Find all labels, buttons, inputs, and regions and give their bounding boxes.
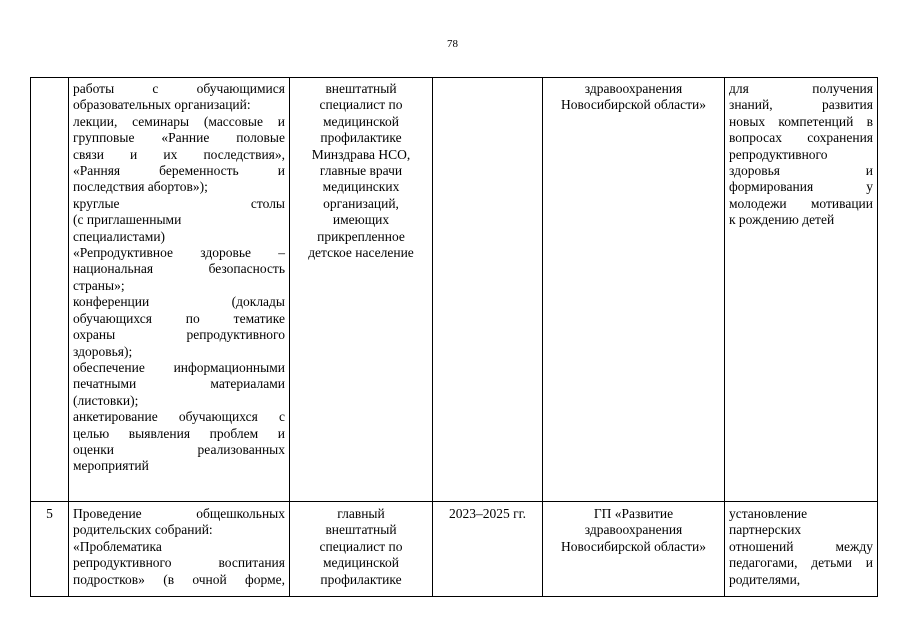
event-line: подростков» (в очной форме, bbox=[73, 571, 285, 587]
event-line: репродуктивного воспитания bbox=[73, 555, 285, 571]
source-line: здравоохранения bbox=[584, 522, 683, 538]
responsible-line: профилактике bbox=[320, 571, 402, 587]
event-line: «Репродуктивное здоровье – bbox=[73, 245, 285, 261]
responsible-line: Минздрава НСО, bbox=[311, 146, 411, 162]
responsible-line: имеющих bbox=[332, 212, 390, 228]
event-line: последствия абортов»); bbox=[73, 179, 208, 195]
event-line: «Проблематика bbox=[73, 538, 162, 554]
result-line: новых компетенций в bbox=[729, 113, 873, 129]
responsible-line: внештатный bbox=[325, 522, 397, 538]
result-line: формирования у bbox=[729, 179, 873, 195]
event-line: групповые «Ранние половые bbox=[73, 130, 285, 146]
event-cell bbox=[69, 78, 290, 502]
responsible-line: организаций, bbox=[323, 195, 399, 211]
event-line: целью выявления проблем и bbox=[73, 425, 285, 441]
event-line: лекции, семинары (массовые и bbox=[73, 113, 285, 129]
responsible-line: детское население bbox=[308, 245, 414, 261]
event-line: обеспечение информационными bbox=[73, 359, 285, 375]
result-line: знаний, развития bbox=[729, 97, 873, 113]
table-row bbox=[31, 502, 878, 597]
event-line: конференции (доклады bbox=[73, 294, 285, 310]
responsible-line: специалист по bbox=[319, 97, 403, 113]
responsible-line: внештатный bbox=[325, 81, 397, 96]
event-line: охраны репродуктивного bbox=[73, 327, 285, 343]
result-line: педагогами, детьми и bbox=[729, 555, 873, 571]
event-line: (с приглашенными bbox=[73, 212, 182, 228]
result-line: отношений между bbox=[729, 538, 873, 554]
responsible-line: главные врачи bbox=[319, 163, 403, 179]
event-line: обучающихся по тематике bbox=[73, 310, 285, 326]
term-cell bbox=[433, 78, 543, 502]
result-line: вопросах сохранения bbox=[729, 130, 873, 146]
result-line: к рождению детей bbox=[729, 212, 835, 228]
event-line: страны»; bbox=[73, 277, 125, 293]
responsible-line: профилактике bbox=[320, 130, 402, 146]
event-line: мероприятий bbox=[73, 458, 149, 474]
event-line: связи и их последствия», bbox=[73, 146, 285, 162]
source-cell bbox=[543, 502, 725, 597]
result-line: здоровья и bbox=[729, 163, 873, 179]
result-cell bbox=[725, 502, 878, 597]
event-line: анкетирование обучающихся с bbox=[73, 409, 285, 425]
table-row bbox=[31, 78, 878, 502]
responsible-line: главный bbox=[337, 506, 385, 521]
event-line: печатными материалами bbox=[73, 376, 285, 392]
responsible-cell bbox=[290, 502, 433, 597]
event-line: образовательных организаций: bbox=[73, 97, 251, 113]
responsible-line: медицинских bbox=[322, 179, 400, 195]
source-line: ГП «Развитие bbox=[593, 506, 674, 521]
event-line: родительских собраний: bbox=[73, 522, 213, 538]
result-line: установление bbox=[729, 506, 808, 521]
event-line: оценки реализованных bbox=[73, 441, 285, 457]
result-line: родителями, bbox=[729, 571, 801, 587]
row-number-cell bbox=[31, 78, 69, 502]
plan-table bbox=[30, 77, 878, 597]
result-line: для получения bbox=[729, 81, 873, 96]
result-line: молодежи мотивации bbox=[729, 195, 873, 211]
responsible-line: медицинской bbox=[323, 555, 399, 571]
source-cell bbox=[543, 78, 725, 502]
source-line: здравоохранения bbox=[584, 81, 683, 96]
source-line: Новосибирской области» bbox=[560, 97, 707, 113]
event-line: Проведение общешкольных bbox=[73, 506, 285, 521]
event-line: круглые столы bbox=[73, 195, 285, 211]
event-line: (листовки); bbox=[73, 392, 139, 408]
responsible-line: медицинской bbox=[323, 113, 399, 129]
result-cell bbox=[725, 78, 878, 502]
page-number: 78 bbox=[447, 38, 458, 50]
source-line: Новосибирской области» bbox=[560, 538, 707, 554]
result-line: партнерских bbox=[729, 522, 802, 538]
event-line: специалистами) bbox=[73, 228, 166, 244]
term-cell: 2023–2025 гг. bbox=[433, 502, 543, 597]
responsible-cell bbox=[290, 78, 433, 502]
event-cell bbox=[69, 502, 290, 597]
result-line: репродуктивного bbox=[729, 146, 828, 162]
event-line: «Ранняя беременность и bbox=[73, 163, 285, 179]
event-line: национальная безопасность bbox=[73, 261, 285, 277]
row-number-cell: 5 bbox=[31, 502, 69, 597]
responsible-line: специалист по bbox=[319, 538, 403, 554]
responsible-line: прикрепленное bbox=[317, 228, 405, 244]
event-line: работы с обучающимися bbox=[73, 81, 285, 96]
event-line: здоровья); bbox=[73, 343, 133, 359]
